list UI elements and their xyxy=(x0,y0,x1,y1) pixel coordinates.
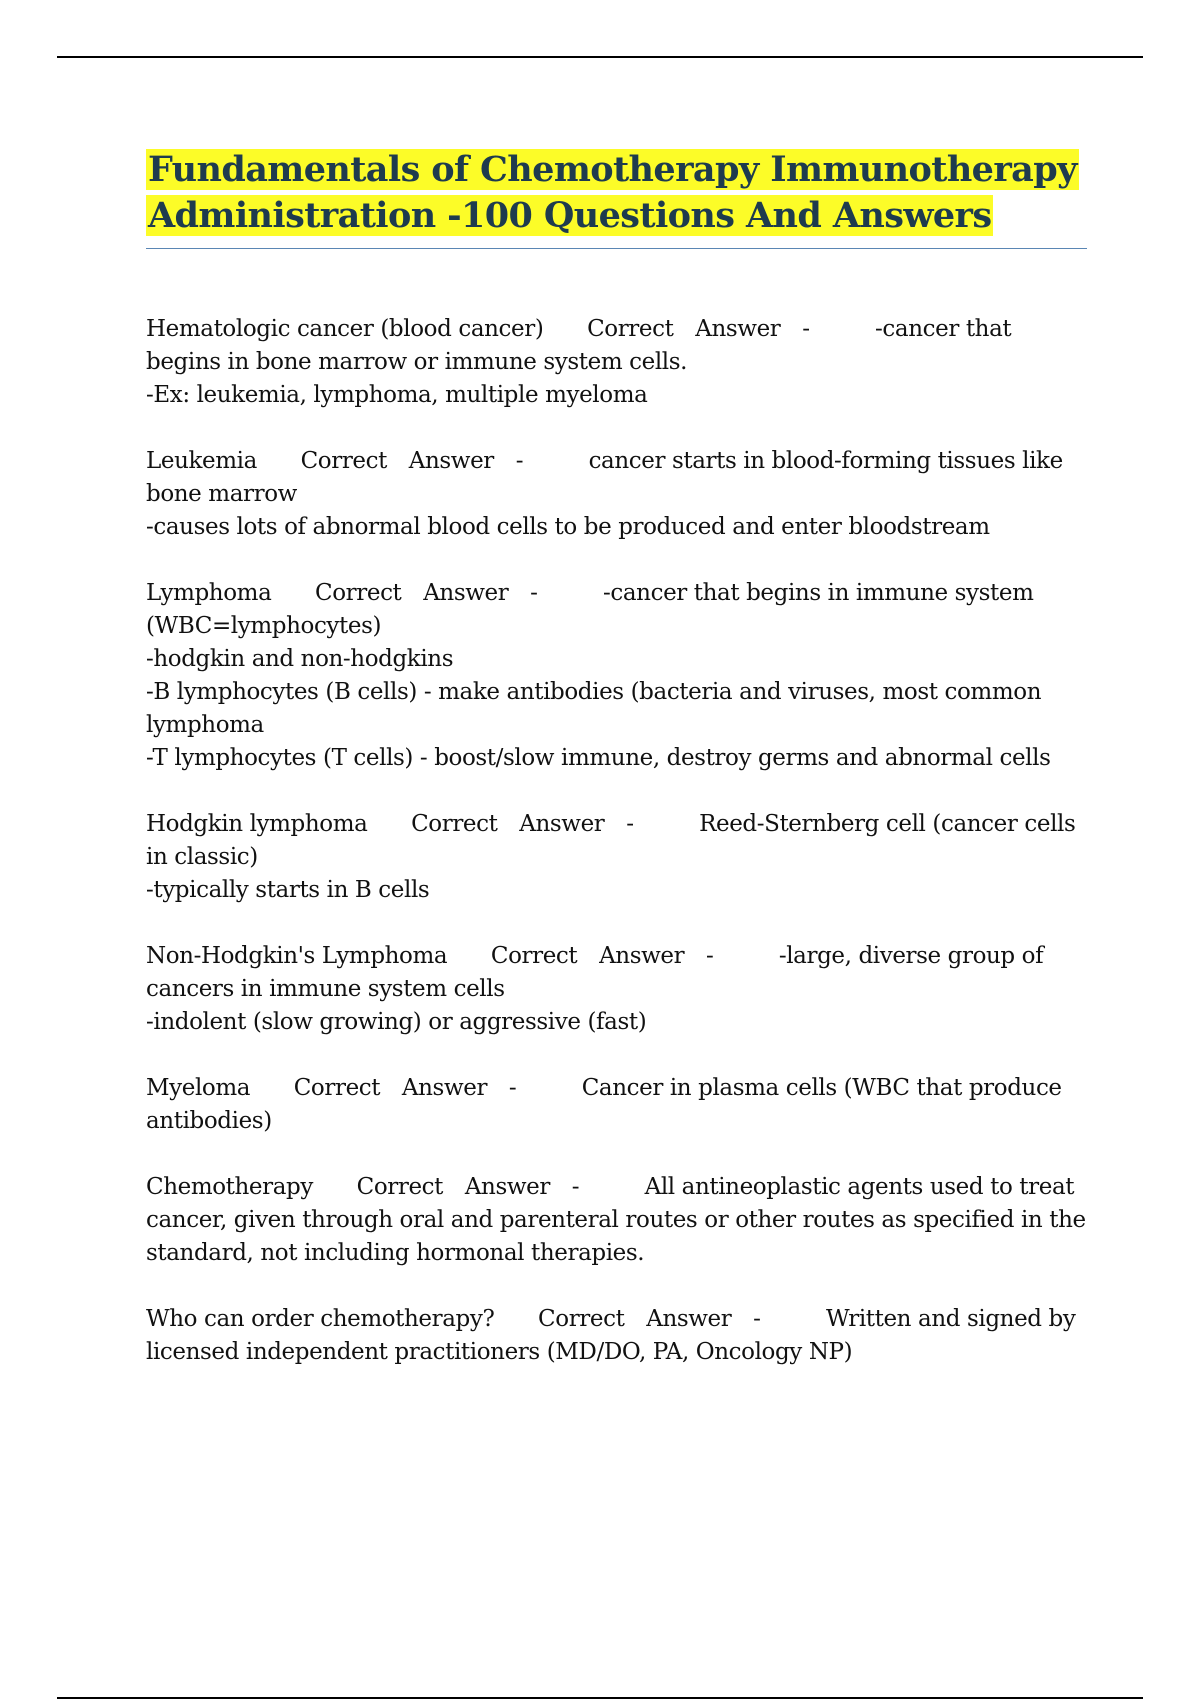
qa-entry-hodgkin-lymphoma xyxy=(146,808,1086,907)
title-line-2: Administration -100 Questions And Answers xyxy=(148,195,992,236)
qa-entry-non-hodgkins-lymphoma xyxy=(146,940,1086,1039)
qa-answer: -cancer that begins in bone marrow or immune system cells. -Ex: leukemia, lymphoma, multiple myeloma xyxy=(146,316,1012,408)
qa-entry-who-can-order xyxy=(146,1303,1086,1369)
qa-entry-leukemia xyxy=(146,445,1086,544)
qa-answer: All antineoplastic agents used to treat cancer, given through oral and parenteral routes or other routes as specified in the standard, not including hormonal therapies. xyxy=(146,1174,1093,1266)
correct-answer-label: Correct Answer - xyxy=(271,580,604,606)
qa-term: Who can order chemotherapy? xyxy=(146,1306,495,1332)
correct-answer-label: Correct Answer - xyxy=(543,316,876,342)
page-top-rule xyxy=(57,56,1143,58)
correct-answer-label: Correct Answer - xyxy=(367,811,700,837)
title-block xyxy=(146,147,1086,239)
qa-entry-chemotherapy xyxy=(146,1171,1093,1270)
qa-term: Leukemia xyxy=(146,448,257,474)
qa-term: Myeloma xyxy=(146,1075,251,1101)
correct-answer-label: Correct Answer - xyxy=(256,448,589,474)
correct-answer-label: Correct Answer - xyxy=(312,1174,645,1200)
title-underline xyxy=(146,248,1087,249)
qa-answer: cancer starts in blood-forming tissues like bone marrow -causes lots of abnormal blood cells to be produced and enter bloodstream xyxy=(146,448,1063,540)
document-title xyxy=(146,147,1086,239)
correct-answer-label: Correct Answer - xyxy=(250,1075,582,1101)
qa-answer: Written and signed by licensed independent practitioners (MD/DO, PA, Oncology NP) xyxy=(146,1306,1083,1365)
qa-term: Hematologic cancer (blood cancer) xyxy=(146,316,544,342)
qa-term: Hodgkin lymphoma xyxy=(146,811,368,837)
qa-entry-lymphoma xyxy=(146,577,1086,775)
qa-answer: Reed-Sternberg cell (cancer cells in classic) -typically starts in B cells xyxy=(146,811,1076,903)
qa-term: Chemotherapy xyxy=(146,1174,313,1200)
qa-answer: -large, diverse group of cancers in immune system cells -indolent (slow growing) or aggressive (fast) xyxy=(146,943,1044,1035)
qa-term: Non-Hodgkin's Lymphoma xyxy=(146,943,448,969)
page-bottom-rule xyxy=(57,1697,1143,1699)
qa-entry-myeloma xyxy=(146,1072,1086,1138)
qa-answer: -cancer that begins in immune system (WBC=lymphocytes) -hodgkin and non-hodgkins -B lymphocytes (B cells) - make antibodies (bacteria and viruses, most common lymphoma -T lymphocytes (T cells) - boost/slow immune, destroy germs and abnormal cells xyxy=(146,580,1051,771)
qa-entry-hematologic-cancer xyxy=(146,313,1086,412)
qa-list xyxy=(146,313,1093,1402)
correct-answer-label: Correct Answer - xyxy=(447,943,779,969)
qa-term: Lymphoma xyxy=(146,580,272,606)
correct-answer-label: Correct Answer - xyxy=(494,1306,827,1332)
qa-answer: Cancer in plasma cells (WBC that produce antibodies) xyxy=(146,1075,1069,1134)
title-line-1: Fundamentals of Chemotherapy Immunotherapy xyxy=(148,149,1077,190)
